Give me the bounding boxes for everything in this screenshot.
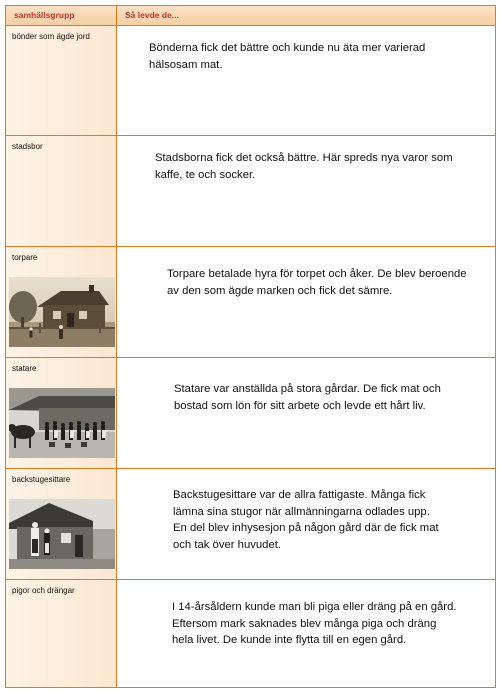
desc-cell-farmers <box>117 26 495 136</box>
row-description: Torpare betalade hyra för torpet och åker. De blev beroende av den som ägde marken och fick det sämre. <box>167 268 467 297</box>
row-description: Bönderna fick det bättre och kunde nu äta mer varierad hälsosam mat. <box>149 42 426 71</box>
group-cell-statare <box>6 358 117 469</box>
group-cell-crofters <box>6 247 117 358</box>
group-cell-maids-farmhands <box>6 580 117 687</box>
society-table <box>5 5 496 688</box>
group-cell-cottagers <box>6 469 117 580</box>
group-label: statare <box>12 364 37 373</box>
desc-cell-cottagers <box>117 469 495 580</box>
desc-cell-statare <box>117 358 495 469</box>
group-label: backstugesittare <box>12 475 71 484</box>
header-group: samhällsgrupp <box>6 6 117 26</box>
group-label: pigor och drängar <box>12 586 75 595</box>
group-cell-townspeople <box>6 136 117 247</box>
cottagers-photo <box>9 499 115 569</box>
row-description: Backstugesittare var de allra fattigaste. Många fick lämna sina stugor när allmänningarna odlades upp. En del blev inhysesjon på någon gård där de fick mat och tak över huvudet. <box>173 489 439 551</box>
desc-cell-maids-farmhands <box>117 580 495 687</box>
row-description: Statare var anställda på stora gårdar. De fick mat och bostad som lön för sitt arbete och levde ett hårt liv. <box>174 383 441 412</box>
desc-cell-townspeople <box>117 136 495 247</box>
row-description: Stadsborna fick det också bättre. Här spreds nya varor som kaffe, te och socker. <box>155 152 453 181</box>
group-label: torpare <box>12 253 38 262</box>
header-how-they-lived: Så levde de... <box>117 6 495 26</box>
desc-cell-crofters <box>117 247 495 358</box>
statare-group-photo <box>9 388 115 458</box>
group-label: stadsbor <box>12 142 43 151</box>
group-cell-farmers <box>6 26 117 136</box>
row-description: I 14-årsåldern kunde man bli piga eller dräng på en gård. Eftersom mark saknades blev många piga och dräng hela livet. De kunde inte flytta till en egen gård. <box>172 601 457 647</box>
crofter-cottage-photo <box>9 277 115 347</box>
group-label: bönder som ägde jord <box>12 32 90 41</box>
